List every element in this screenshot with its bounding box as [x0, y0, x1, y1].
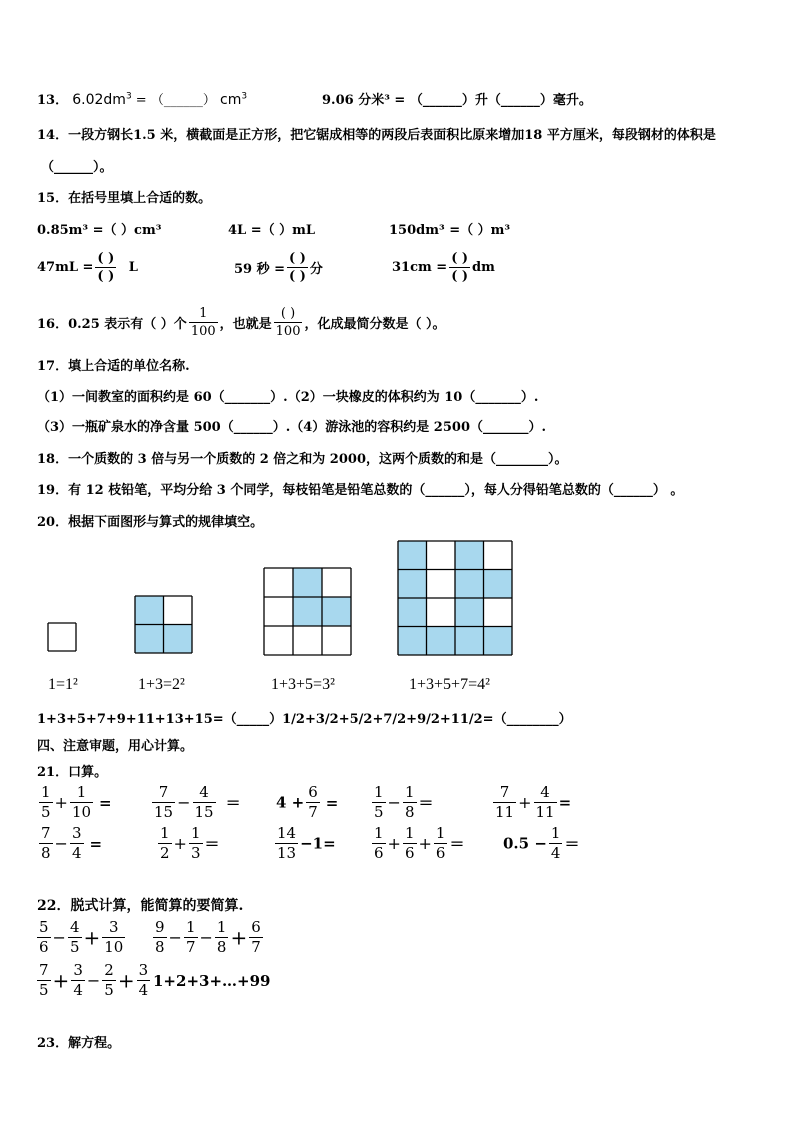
shaded-cell	[427, 627, 456, 656]
shaded-cell	[398, 570, 427, 599]
q15-r1c: 150dm³ =（ ）m³	[389, 223, 511, 238]
q15-r2a: 47mL = $\frac{( )}{( )}$ L	[37, 251, 138, 284]
section4-title: 四、注意审题，用心计算。	[37, 739, 194, 754]
shaded-cell	[455, 627, 484, 656]
q20-label-4: 1+3+5+7=4²	[409, 676, 490, 693]
q21-r1-1: $\frac{1}{5}$ + $\frac{1}{10}$ =	[41, 783, 112, 821]
q13-b: 9.06 分米³ = （______）升（______）毫升。	[322, 93, 592, 108]
q21-title: 21．口算。	[37, 765, 108, 780]
q21-r2-5: 0.5 − $\frac{1}{4}$ ＝	[503, 824, 580, 862]
q14-line2: （______）。	[41, 160, 113, 175]
q21-r1-5: $\frac{7}{11}$ + $\frac{4}{11}$ =	[495, 783, 572, 821]
q22-e4: 1+2+3+…+99	[153, 972, 271, 990]
q13-blank2[interactable]: ______	[422, 93, 462, 108]
shaded-cell	[398, 598, 427, 627]
q15-r1a: 0.85m³ =（ ）cm³	[37, 223, 162, 238]
q21-r2-2: $\frac{1}{2}$ + $\frac{1}{3}$ ＝	[160, 824, 220, 862]
shaded-cell	[484, 627, 513, 656]
fraction: $\frac{( )}{( )}$	[289, 251, 306, 284]
shaded-cell	[455, 570, 484, 599]
shaded-cell	[398, 541, 427, 570]
shaded-cell	[293, 597, 322, 626]
q21-r2-3: $\frac{14}{13}$ −1=	[277, 824, 336, 862]
q20-title: 20．根据下面图形与算式的规律填空。	[37, 515, 264, 530]
q19: 19．有 12 枝铅笔，平均分给 3 个同学，每枝铅笔是铅笔总数的（______），每人分得铅笔总数的（______） 。	[37, 483, 684, 498]
q22-title: 22．脱式计算，能简算的要简算.	[37, 898, 244, 914]
q15-title: 15．在括号里填上合适的数。	[37, 191, 212, 206]
q17-l1: （1）一间教室的面积约是 60（_______）.（2）一块橡皮的体积约为 10（_______）.	[37, 390, 539, 405]
q17-title: 17．填上合适的单位名称.	[37, 359, 190, 374]
q20-question: 1+3+5+7+9+11+13+15=（_____）1/2+3/2+5/2+7/2+9/2+11/2=（________）	[37, 712, 572, 727]
q22-e1: $\frac{5}{6}$ − $\frac{4}{5}$ + $\frac{3}{10}$	[39, 918, 124, 956]
fraction: $\frac{( )}{( )}$	[451, 251, 469, 284]
q21-r2-4: $\frac{1}{6}$ + $\frac{1}{6}$ + $\frac{1}{6}$ ＝	[374, 824, 465, 862]
q15-r2b: 59 秒 = $\frac{( )}{( )}$ 分	[234, 251, 323, 284]
shaded-cell	[455, 598, 484, 627]
fraction: $\frac{( )}{100}$	[275, 306, 301, 339]
q14-line1: 14．一段方钢长1.5 米，横截面是正方形，把它锯成相等的两段后表面积比原来增加18 平方厘米，每段钢材的体积是	[37, 128, 716, 143]
q21-r2-1: $\frac{7}{8}$ − $\frac{3}{4}$ =	[41, 824, 103, 862]
shaded-cell	[455, 541, 484, 570]
q20-label-1: 1=1²	[48, 676, 78, 693]
shaded-cell	[135, 596, 164, 625]
q13-blank3[interactable]: ______	[500, 93, 540, 108]
q21-r1-2: $\frac{7}{15}$ − $\frac{4}{15}$ ＝	[154, 783, 241, 821]
q17-l2: （3）一瓶矿泉水的净含量 500（______）.（4）游泳池的容积约是 2500（_______）.	[37, 420, 547, 435]
q21-r1-4: $\frac{1}{5}$ − $\frac{1}{8}$ ＝	[374, 783, 434, 821]
q15-r1b: 4L =（ ）mL	[228, 223, 316, 238]
q16: 16．0.25 表示有（ ）个 $\frac{1}{100}$ ，也就是 $\frac{( )}{100}$ ，化成最简分数是（ ）。	[37, 306, 446, 339]
shaded-cell	[293, 568, 322, 597]
q20-figure	[0, 535, 794, 695]
q22-e3: $\frac{7}{5}$ + $\frac{3}{4}$ − $\frac{2}{5}$ + $\frac{3}{4}$	[39, 961, 149, 999]
shaded-cell	[322, 597, 351, 626]
q21-r1-3: 4 + $\frac{6}{7}$ =	[276, 783, 339, 821]
q23-title: 23．解方程。	[37, 1036, 121, 1051]
fraction: $\frac{( )}{( )}$	[97, 251, 115, 284]
fraction: $\frac{1}{100}$	[190, 306, 216, 339]
q22-e2: $\frac{9}{8}$ − $\frac{1}{7}$ − $\frac{1}{8}$ + $\frac{6}{7}$	[155, 918, 261, 956]
shaded-cell	[398, 627, 427, 656]
q20-label-2: 1+3=2²	[138, 676, 185, 693]
shaded-cell	[135, 625, 164, 654]
shaded-cell	[164, 625, 193, 654]
q20-label-3: 1+3+5=3²	[271, 676, 335, 693]
q15-r2c: 31cm = $\frac{( )}{( )}$ dm	[392, 251, 495, 284]
q13-blank1[interactable]: ______	[163, 93, 203, 108]
shaded-cell	[484, 570, 513, 599]
q13: 13． $6.02dm^3$ = （______） $cm^3$	[37, 91, 248, 108]
q18: 18．一个质数的 3 倍与另一个质数的 2 倍之和为 2000，这两个质数的和是（________）。	[37, 452, 568, 467]
